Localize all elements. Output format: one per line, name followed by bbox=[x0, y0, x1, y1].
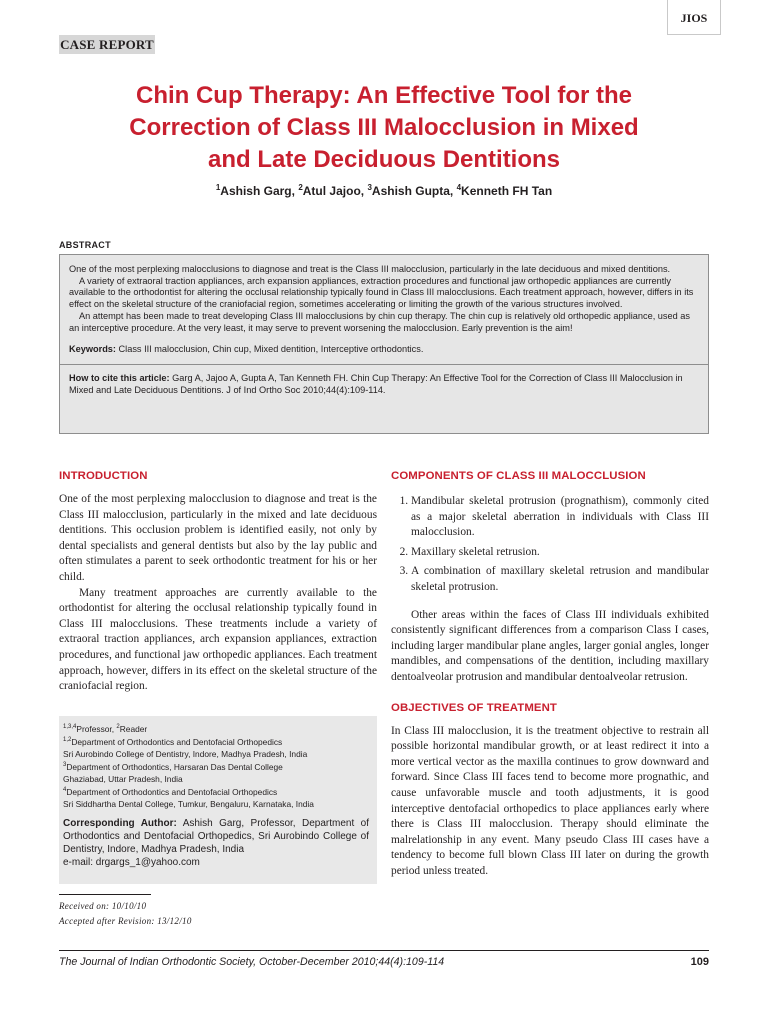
footer-journal: The Journal of Indian Orthodontic Society, October-December 2010;44(4):109-114 bbox=[59, 956, 445, 968]
affil-text: Sri Aurobindo College of Dentistry, Indore, Madhya Pradesh, India bbox=[63, 748, 308, 759]
section-label: CASE REPORT bbox=[60, 37, 154, 52]
abstract-paragraph: An attempt has been made to treat developing Class III malocclusions by chin cup therapy. The chin cup is relatively old orthopedic appliance, used as an interceptive procedure. At the very least, it may serve to prevent worsening the malocclusion. Early prevention is the aim! bbox=[69, 310, 690, 333]
keywords-label: Keywords: bbox=[69, 344, 116, 355]
abstract-heading: ABSTRACT bbox=[59, 240, 111, 250]
affil-text: Department of Orthodontics, Harsaran Das Dental College bbox=[66, 762, 283, 773]
affiliation-line bbox=[63, 774, 369, 786]
body-paragraph: One of the most perplexing malocclusion to diagnose and treat is the Class III malocclusion, particularly in the mixed and late deciduous dentitions. This occlusion problem is identified easily, not only by dental specialists and general dentists but also by the lay public and often stimulates a parent to seek orthodontic treatment for his or her child. bbox=[59, 493, 377, 583]
author-name: Kenneth FH Tan bbox=[461, 184, 553, 198]
author-name: Ashish Gupta bbox=[371, 184, 450, 198]
keywords-text: Class III malocclusion, Chin cup, Mixed dentition, Interceptive orthodontics. bbox=[118, 344, 424, 355]
dates-divider bbox=[59, 894, 151, 895]
author-sup: 1 bbox=[215, 183, 221, 192]
abstract-paragraph: A variety of extraoral traction appliances, arch expansion appliances, extraction procedures and functional jaw orthopedic appliances are currently available to the orthodontist for altering the occlusal relationship typically found in Class III malocclusions. Each treatment approach, however, differs in its effect on the skeletal structure of the craniofacial region, sometimes accelerating or limiting the growth of the various structures involved. bbox=[69, 275, 694, 310]
received-date: Received on: 10/10/10 bbox=[59, 901, 147, 911]
author-sup: 4 bbox=[456, 183, 462, 192]
citation-label: How to cite this article: bbox=[69, 372, 170, 383]
affil-text: Ghaziabad, Uttar Pradesh, India bbox=[63, 773, 183, 784]
abstract-divider bbox=[60, 364, 708, 365]
components-heading: COMPONENTS OF CLASS III MALOCCLUSION bbox=[391, 470, 646, 482]
corr-email: e-mail: drgargs_1@yahoo.com bbox=[63, 857, 200, 869]
affiliations-box bbox=[59, 716, 377, 884]
author-sup: 3 bbox=[367, 183, 372, 192]
affiliation-line bbox=[63, 735, 369, 748]
author-list: $^1$Ashish Garg, $^2$Atul Jajoo, $^3$Ashish Gupta, $^4$Kenneth FH Tan bbox=[215, 183, 553, 198]
title-line: Correction of Class III Malocclusion in Mixed bbox=[129, 114, 639, 141]
affiliation-line bbox=[63, 749, 369, 761]
list-item: 2. Maxillary skeletal retrusion. bbox=[411, 545, 709, 561]
author-name: Ashish Garg bbox=[220, 184, 292, 198]
affil-text: Sri Siddhartha Dental College, Tumkur, Bengaluru, Karnataka, India bbox=[63, 798, 314, 809]
title-line: Chin Cup Therapy: An Effective Tool for the bbox=[135, 82, 632, 109]
affil-text: Reader bbox=[119, 723, 148, 734]
affil-sup: 2 bbox=[116, 724, 120, 730]
title-line: and Late Deciduous Dentitions bbox=[207, 146, 561, 173]
corresponding-author bbox=[63, 817, 369, 869]
affil-sup: 1,2 bbox=[63, 737, 72, 744]
affil-sup: 1,3,4 bbox=[63, 724, 77, 730]
affil-text: Department of Orthodontics and Dentofacial Orthopedics bbox=[66, 787, 278, 798]
article-dates bbox=[59, 899, 192, 929]
journal-tab: JIOS bbox=[667, 0, 721, 35]
list-item: 3. A combination of maxillary skeletal retrusion and mandibular skeletal protrusion. bbox=[411, 564, 709, 595]
body-paragraph: In Class III malocclusion, it is the treatment objective to restrain all possible horizontal mandibular growth, or at least redirect it into a more vertical vector as the maxilla continues to grow downward and forward. Since Class III faces tend to become more prognathic, and cause unfavorable muscle and tooth adjustments, it is good interceptive dentofacial orthopedics to place appliances early where there is Class III malocclusion. Therapy should eliminate the malrelationship in any event. Many pseudo Class III cases have a tendency to become full blown Class III later on during the growth period unless treated. bbox=[391, 724, 709, 877]
article-title bbox=[40, 80, 728, 176]
affil-text: Professor, bbox=[76, 723, 117, 734]
objectives-heading: OBJECTIVES OF TREATMENT bbox=[391, 701, 557, 714]
author-sup: 2 bbox=[298, 183, 303, 192]
affiliation-line bbox=[63, 799, 369, 811]
list-item: 1. Mandibular skeletal protrusion (prognathism), commonly cited as a major skeletal aberration in individuals with Class III malocclusion. bbox=[411, 494, 709, 541]
abstract-box bbox=[59, 254, 709, 434]
left-column bbox=[59, 470, 377, 695]
corr-text: Ashish Garg, Professor, Department of Orthodontics and Dentofacial Orthopedics, Sri Aurobindo College of Dentistry, Indore, Madhya Pradesh, India bbox=[63, 818, 369, 856]
introduction-heading: INTRODUCTION bbox=[59, 470, 148, 482]
keywords bbox=[69, 344, 700, 356]
citation-text: Garg A, Jajoo A, Gupta A, Tan Kenneth FH. Chin Cup Therapy: An Effective Tool for the Correction of Class III Malocclusion in Mixed and Late Deciduous Dentitions. J of Ind Ortho Soc 2010;44(4):109-114. bbox=[69, 372, 683, 395]
affiliation-line bbox=[63, 785, 369, 798]
affiliation-line bbox=[63, 722, 369, 735]
body-paragraph: Many treatment approaches are currently available to the orthodontist for altering the occlusal relationship typically found in Class III malocclusions. These treatments include a variety of extraoral traction appliances, arch expansion appliances, extraction procedures, and functional jaw orthopedic appliances. Each treatment approach, however, differs in its effect on the skeletal structure of the craniofacial region. bbox=[59, 586, 377, 693]
citation bbox=[69, 373, 700, 396]
page-number: 109 bbox=[690, 956, 709, 968]
abstract-paragraph: One of the most perplexing malocclusions to diagnose and treat is the Class III malocclusion, particularly in the late deciduous and mixed dentitions. bbox=[69, 264, 671, 274]
accepted-date: Accepted after Revision: 13/12/10 bbox=[59, 916, 192, 926]
right-column bbox=[391, 470, 709, 879]
affil-sup: 3 bbox=[63, 762, 67, 769]
corr-label: Corresponding Author: bbox=[63, 818, 177, 830]
body-paragraph: Other areas within the faces of Class III individuals exhibited consistently significant differences from a comparison Class I cases, including larger mandibular plane angles, larger gonial angles, longer mandibles, and compensations of the dentition, including maxillary dentoalveolar protrusion and mandibular dentoalveolar retrusion. bbox=[391, 608, 709, 683]
affil-text: Department of Orthodontics and Dentofacial Orthopedics bbox=[71, 737, 283, 748]
components-list bbox=[391, 494, 709, 596]
affil-sup: 4 bbox=[63, 787, 67, 794]
footer-rule bbox=[59, 950, 709, 951]
author-name: Atul Jajoo bbox=[302, 184, 361, 198]
affiliation-line bbox=[63, 760, 369, 773]
